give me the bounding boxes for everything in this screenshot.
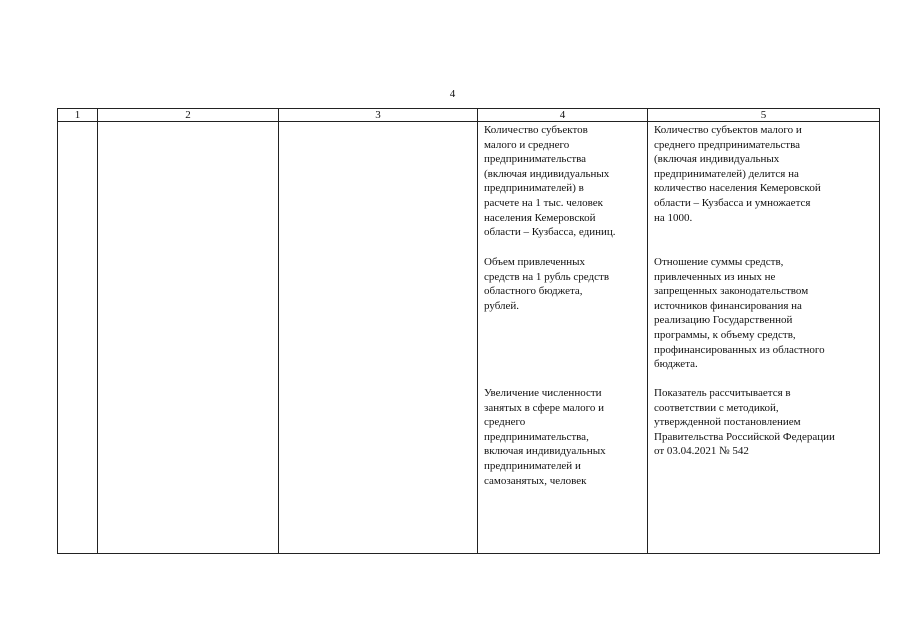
text-line: Объем привлеченных	[484, 256, 586, 268]
text-line: Увеличение численности	[484, 387, 602, 399]
text-line: предпринимателей и	[484, 459, 581, 472]
text-line: предпринимательства,	[484, 430, 589, 443]
text-line: областного бюджета,	[484, 285, 583, 298]
column-header-3: 3	[279, 109, 478, 122]
text-line: рублей.	[484, 299, 520, 312]
indicator-smb-count	[478, 122, 638, 255]
column-header-2: 2	[98, 109, 279, 122]
cell-col3	[279, 122, 478, 554]
text-line: соответствии с методикой,	[654, 401, 779, 414]
text-line: бюджета.	[654, 358, 698, 371]
text-line: Правительства Российской Федерации	[654, 430, 835, 443]
table-header-row	[58, 109, 880, 122]
text-line: привлеченных из иных не	[654, 270, 776, 283]
table-row	[58, 122, 880, 554]
text-line: области – Кузбасса, единиц.	[484, 226, 616, 239]
page-number: 4	[449, 88, 456, 100]
text-line: Отношение суммы средств,	[654, 256, 784, 268]
text-line: предпринимательства	[484, 153, 587, 166]
text-line: малого и среднего	[484, 138, 570, 151]
text-line: включая индивидуальных	[484, 445, 606, 458]
text-line: Показатель рассчитывается в	[654, 387, 791, 399]
text-line: профинансированных из областного	[654, 343, 825, 356]
text-line: Количество субъектов малого и	[654, 124, 802, 136]
column-header-4: 4	[478, 109, 648, 122]
cell-col5-methods	[648, 122, 880, 554]
text-line: предпринимателей) в	[484, 182, 584, 195]
text-line: (включая индивидуальных	[484, 167, 610, 180]
indicator-employment-growth	[478, 386, 638, 506]
text-line: реализацию Государственной	[654, 314, 793, 327]
text-line: (включая индивидуальных	[654, 153, 780, 166]
text-line: источников финансирования на	[654, 299, 802, 312]
method-smb-count	[648, 122, 872, 255]
indicators-table	[57, 108, 880, 554]
cell-col4-indicators	[478, 122, 648, 554]
text-line: Количество субъектов	[484, 124, 588, 136]
indicator-attracted-funds	[478, 255, 638, 386]
text-line: предпринимателей) делится на	[654, 167, 799, 180]
text-line: населения Кемеровской	[484, 211, 596, 224]
text-line: количество населения Кемеровской	[654, 182, 821, 195]
text-line: запрещенных законодательством	[654, 285, 809, 298]
text-line: средств на 1 рубль средств	[484, 270, 610, 283]
text-line: среднего	[484, 416, 526, 429]
text-line: на 1000.	[654, 211, 693, 224]
text-line: расчете на 1 тыс. человек	[484, 196, 604, 209]
text-line: занятых в сфере малого и	[484, 401, 604, 414]
text-line: программы, к объему средств,	[654, 328, 796, 341]
cell-col2	[98, 122, 279, 554]
column-header-1: 1	[58, 109, 98, 122]
text-line: области – Кузбасса и умножается	[654, 196, 811, 209]
column-header-5: 5	[648, 109, 880, 122]
text-line: среднего предпринимательства	[654, 138, 801, 151]
text-line: самозанятых, человек	[484, 474, 587, 487]
text-line: утвержденной постановлением	[654, 416, 801, 429]
text-line: от 03.04.2021 № 542	[654, 445, 749, 458]
method-employment-growth	[648, 386, 872, 506]
method-attracted-funds	[648, 255, 872, 386]
cell-col1	[58, 122, 98, 554]
